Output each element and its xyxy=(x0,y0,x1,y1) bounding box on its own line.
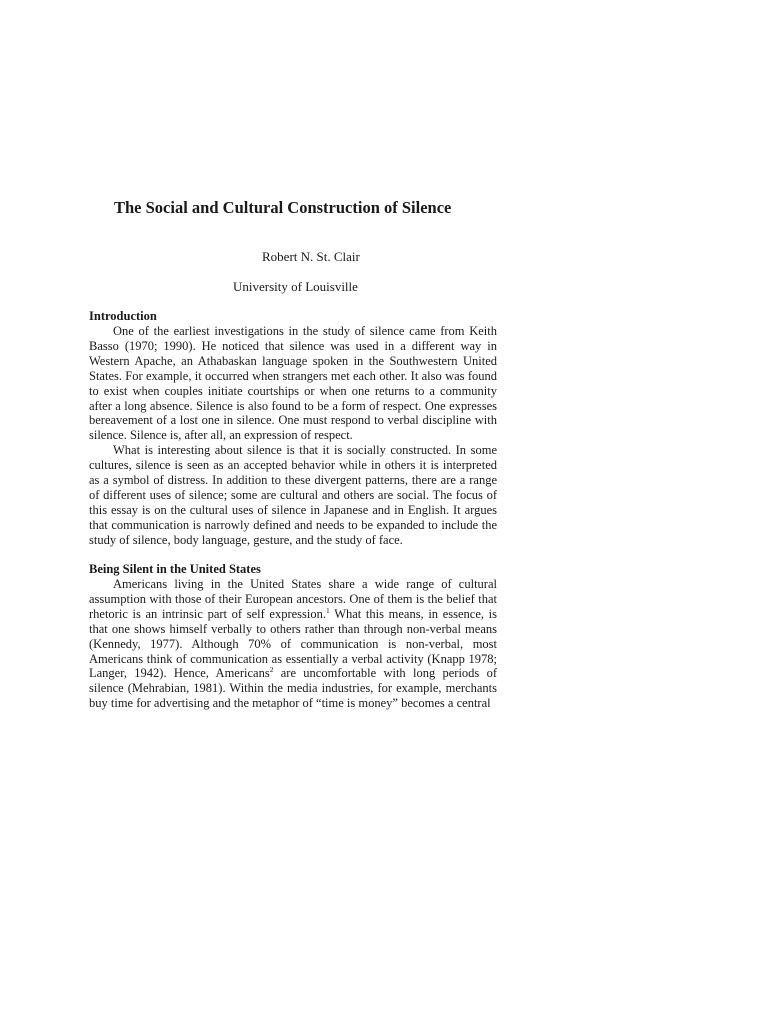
section-heading: Introduction xyxy=(89,309,157,323)
paragraph-text: What this means, in essence, is that one shows himself verbally to others rather than through non-verbal means (Kennedy, 1977). Although 70% of communication is non-verbal, most Americans think of communication as essentially a verbal activity (Knapp 1978; Langer, 1942). Hence, Americans xyxy=(89,606,497,681)
body-paragraph xyxy=(89,577,497,711)
section-being-silent xyxy=(89,562,497,711)
paragraph-text: are uncomfortable with long periods of silence (Mehrabian, 1981). Within the media industries, for example, merchants buy time for advertising and the metaphor of “time is money” becomes a central xyxy=(89,666,497,711)
paragraph-text: Americans living in the United States share a wide range of cultural assumption with those of their European ancestors. One of them is the belief that rhetoric is an intrinsic part of self expression. xyxy=(89,577,497,621)
author-name: Robert N. St. Clair xyxy=(262,249,360,264)
footnote-marker[interactable]: 2 xyxy=(269,665,274,675)
section-introduction xyxy=(89,309,497,548)
paper-title: The Social and Cultural Construction of Silence xyxy=(114,198,452,217)
body-paragraph: One of the earliest investigations in the study of silence came from Keith Basso (1970; 1990). He noticed that silence was used in a different way in Western Apache, an Athabaskan language spoken in the Southwestern United States. For example, it occurred when strangers met each other. It also was found to exist when couples initiate courtships or when one returns to a community after a long absence. Silence is also found to be a form of respect. One expresses bereavement of a lost one in silence. One must respond to verbal discipline with silence. Silence is, after all, an expression of respect. xyxy=(89,324,497,443)
body-paragraph: What is interesting about silence is that it is socially constructed. In some cultures, silence is seen as an accepted behavior while in others it is interpreted as a symbol of distress. In addition to these divergent patterns, there are a range of different uses of silence; some are cultural and others are social. The focus of this essay is on the cultural uses of silence in Japanese and in English. It argues that communication is narrowly defined and needs to be expanded to include the study of silence, body language, gesture, and the study of face. xyxy=(89,443,497,547)
author-affiliation: University of Louisville xyxy=(233,279,358,294)
section-heading: Being Silent in the United States xyxy=(89,562,261,576)
footnote-marker[interactable]: 1 xyxy=(326,605,330,615)
